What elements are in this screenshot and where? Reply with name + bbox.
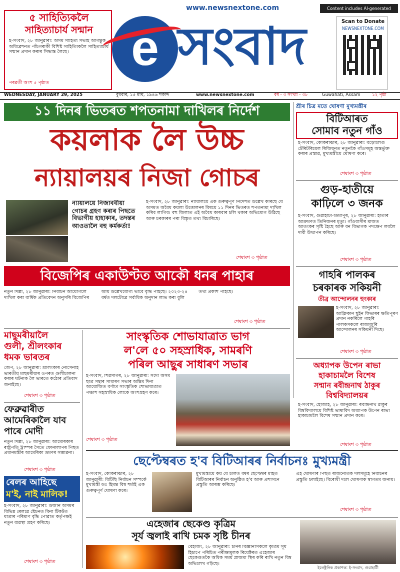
culture-more[interactable]: শেষাংশ ৩ পৃষ্ঠাত [86,438,118,443]
solar-title-1[interactable]: এহেজাৰ ছেকেণ্ড কৃত্ৰিম [146,519,236,530]
promo-box[interactable] [4,10,112,90]
right-col-divider [293,102,294,398]
lead-photo [6,200,68,235]
fisher-more[interactable]: শেষাংশ ৩ পৃষ্ঠাত [24,394,56,399]
divider [86,450,398,451]
university-body: ই-সংবাদ, হোজাই, ২৮ জানুৱাৰী: ৰবীন্দ্ৰনাথ ঠাকুৰ বিশ্ববিদ্যালয়ে বিশিষ্ট ভাষাবিদ অধ্যাপক উপেন ৰাভা হাকাচামলৈ বিশেষ সন্মান প্ৰদান কৰে। [298,403,390,420]
culture-title-1[interactable]: সাংস্কৃতিক শোভাযাত্ৰাত ভাগ [126,330,250,343]
lead-more[interactable]: শেষাংশ ৩ পৃষ্ঠাত [236,256,268,261]
solar-photo [86,545,184,569]
modi-title-1[interactable]: ফেব্ৰুৱাৰীত [4,405,44,415]
pig-farmer-body: ই-সংবাদ, ২৮ জানুৱাৰী: আফ্ৰিকান ছুইন ফিভাৰৰ ক্ষতিপূৰণ প্ৰদান নকৰিলে গাহৰি পালকসকলে ৰাজ্যজুৰি আন্দোলনৰ সকিয়নী দিছে। [336,306,398,334]
modi-more[interactable]: শেষাংশ ৩ পৃষ্ঠাত [24,468,56,473]
btr-election-headline[interactable]: ছেপ্টেম্বৰত হ'ব বিটিআৰৰ নিৰ্বাচনঃ মুখ্যমন্ত্ৰী [133,453,351,468]
lead-side-caption: ন্যায়ালয়ে নিজাববীয়া গোচৰ গ্ৰহণ কৰাৰ পিছতে বিভাগীয় হাহাকাৰ, তদন্তৰ আওতালৈ বহু কৰ্মকৰ্তা! [72,200,136,230]
donate-site: NEWSNEXTONE.COM [342,26,384,31]
dateline-english: WEDNESDAY, JANUARY 29, 2025 [4,93,83,98]
elephant-body: ই-সংবাদ, গুৱাহাটী-ডিমাপুৰ, ২৮ জানুৱাৰী: হাতীৰ আক্ৰমণত তিনিজনৰ মৃত্যু। গাঁওবাসীৰ মাজত আতংকৰ সৃষ্টি হৈছে আৰু বন বিভাগক পদক্ষেপ লবলৈ দাবী উত্থাপন কৰিছে। [298,214,396,236]
pig-farmer-title-2[interactable]: চৰকাৰক সকিয়নী [312,283,382,294]
university-title-4[interactable]: বিশ্ববিদ্যালয়ৰ [325,391,369,400]
solar-body: বেইজিং, ২৮ জানুৱাৰী: চীনৰ বিজ্ঞানীসকলে কৃত্ৰিম সূৰ্য হিচাপে পৰিচিত পৰীক্ষামূলক ৰিয়েক্টৰত এহেজাৰ ছেকেণ্ডতকৈ অধিক সময় প্লাজমা স্থিৰ কৰি ৰাখি নতুন বিশ্ব অভিলেখ গঢ়িছে। [188,545,292,567]
modi-body: নতুন দিল্লী, ২৮ জানুৱাৰী: আমেৰিকাৰ ৰাষ্ট্ৰপতি ট্ৰাম্পৰ সৈতে ফোনালাপৰ পিছত প্ৰধানমন্ত্ৰীৰ আমেৰিকা ভ্ৰমণৰ সম্ভাৱনা। [4,440,80,457]
dateline-pages: ১২ পৃষ্ঠা [372,93,387,98]
bjp-headline-bar [4,266,290,286]
divider [296,358,398,359]
btr-col-3: এই ঘোষণাৰ পিছত ৰাজনৈতিক দলসমূহে নিৰ্বাচনৰ প্ৰস্তুতি চলাইছে। বিৰোধী দলে ঘোষণাক স্বাগতম জনায়। [296,472,395,483]
logo-letter: e [131,20,159,76]
qr-code-icon [343,35,383,75]
culture-body: ই-সংবাদ, শিৱসাগৰ, ২৮ জানুৱাৰী: সদৌ অসম ছাত্ৰ সন্থাৰ সাধাৰণ সভাৰ অন্তিম দিনা আয়োজিত বৰ্ণাঢ্য সাংস্কৃতিক শোভাযাত্ৰাত পঞ্চাশ সহস্ৰাধিক লোকে অংশগ্ৰহণ কৰে। [86,374,171,396]
dateline-assamese: বুধবাৰ, ১৫ মাঘ, ১৯৪৬ শকাব্দ [116,93,170,98]
bottom-right-photo [300,520,396,564]
lead-body: ই-সংবাদ, ২৮ জানুৱাৰী: ন্যায়ালয়ে এক গুৰুত্বপূৰ্ণ নিৰ্দেশত উল্লেখ কৰিছে যে অসমত অবৈধ কয়লা উত্তোলনৰ বিষয়ে ১১ দিনৰ ভিতৰত শপতনামা দাখিল কৰিব লাগিব। বহু জিলাত এই অবৈধ কাৰবাৰ চলি থকাৰ অভিযোগ উঠিছে আৰু চৰকাৰৰ পৰা বিস্তৃত তথ্য বিচাৰিছে। [146,200,283,222]
btr-village-title-2[interactable]: সোমাব নতুন গাঁও [296,125,398,139]
btr-more[interactable]: শেষাংশ ৩ পৃষ্ঠাত [340,508,372,513]
modi-title-2[interactable]: আমেৰিকালৈ যাব [4,416,67,426]
modi-title-3[interactable]: পাৰে মোদী [4,427,44,437]
culture-title-3[interactable]: পৰিল আছুৰ সাধাৰণ সভাৰ [128,358,248,371]
site-url[interactable]: www.newsnextone.com [186,4,280,12]
solar-title-2[interactable]: সূৰ্য জ্বলাই ৰাখি চমক সৃষ্টি চীনৰ [131,531,251,542]
lead-photo-2 [6,236,68,262]
rail-title-box [4,476,80,502]
lead-headline-2[interactable]: ন্যায়ালয়ৰ নিজা গোচৰ [34,163,260,192]
btr-village-title-1[interactable]: বিটিআৰত [296,112,398,126]
ai-content-badge: Content includes AI-generated [320,4,398,13]
divider [296,266,398,267]
logo-e-mark [112,16,178,82]
btr-col-1: ই-সংবাদ, কোকৰাঝাৰ, ২৮ জানুৱাৰী: বিটিছি নিৰ্বাচন সম্পৰ্কে মুখ্যমন্ত্ৰী ডঃ হিমন্ত বিশ্ব শৰ্মাই এক গুৰুত্বপূৰ্ণ ঘোষণা কৰে। [86,472,147,494]
fisher-body: জেপ, ২৮ জানুৱাৰী: শ্ৰীলংকাৰ নৌসেনাই ভাৰতীয় মাছমৰীয়াৰ ওপৰত গুলীচালনা কৰাৰ ঘটনাক লৈ ভাৰতে কঠোৰ প্ৰতিবাদ জনাইছে। [4,366,79,388]
promo-title-1: ৫ সাহিত্যিকলৈ [29,13,89,24]
rail-title-2[interactable]: ম'ই, নাই মালিক! [6,490,69,500]
fisher-title-3[interactable]: ধমক ভাৰতৰ [4,353,50,363]
bjp-body: নতুন দিল্লী, ২৮ জানুৱাৰী: নিৰ্বাচন আয়োগলৈ দাখিল কৰা বাৰ্ষিক প্ৰতিবেদন অনুসৰি বিজেপিৰ আয় উল্লেখযোগ্য ভাবে বৃদ্ধি পাইছে। ২০২৩-২৪ বৰ্ষত দলটোৱে সৰ্বাধিক অনুদান লাভ কৰা বুলি তথ্য প্ৰকাশ পাইছে। [4,290,234,301]
elephant-more[interactable]: শেষাংশ ৩ পৃষ্ঠাত [340,258,372,263]
qr-donate-box[interactable] [336,16,388,90]
bottom-caption: ইলেক্ট্ৰনিক প্ৰকাশক: ই-সংবাদ, গুৱাহাটী [317,565,379,570]
btr-cm-photo [152,472,192,512]
left-col-divider [82,330,83,568]
dateline-city: Guwahati, Assam [322,93,361,98]
rail-more[interactable]: শেষাংশ ৩ পৃষ্ঠাত [24,560,56,565]
bjp-more[interactable]: শেষাংশ ৩ পৃষ্ঠাত [234,320,266,325]
pig-farmer-title-1[interactable]: গাহৰি পালকৰ [318,270,376,281]
university-title-3[interactable]: সন্মান ৰবীন্দ্ৰনাথ ঠাকুৰ [313,381,381,390]
rail-body: ই-সংবাদ, ২৮ জানুৱাৰী: উজনি অসমৰ বিভিন্ন ৰেলৱে ষ্টেচনত বিনা টিকটত যাত্ৰাৰ পৰিমাণ বৃদ্ধি পোৱাত কৰ্তৃপক্ষই নতুন ব্যৱস্থা গ্ৰহণ কৰিছে। [4,504,75,526]
dateline-site[interactable]: www.newsnextone.com [196,93,255,98]
divider [4,328,290,329]
pig-farmer-more[interactable]: শেষাংশ ৩ পৃষ্ঠাত [340,350,372,355]
divider [296,180,398,181]
elephant-title-2[interactable]: কাঢ়িলে ৩ জনক [311,197,383,210]
culture-title-2[interactable]: ল'লে ৫০ সহস্ৰাধিক, সামৰণি [123,344,253,357]
btr-village-body: ই-সংবাদ, কোকৰাঝাৰ, ২৮ জানুৱাৰী: বড়োলেণ্ড টেৰিটৰিয়েল ৰিজিয়নত নতুনকৈ গাঁওসমূহ অন্তৰ্ভুক্ত কৰাৰ প্ৰস্তাৱ, মুখ্যমন্ত্ৰীয়ে ঘোষণা কৰে। [298,141,390,158]
lead-kicker: ১১ দিনৰ ভিতৰত শপতনামা দাখিলৰ নিৰ্দেশ [34,104,260,119]
pig-farmer-photo [298,306,334,338]
btr-village-more[interactable]: শেষাংশ ৩ পৃষ্ঠাত [340,172,372,177]
divider [86,517,398,518]
elephant-title-1[interactable]: গুড়-হাতীয়ে [320,183,374,196]
fisher-title-1[interactable]: মাছুমৰীয়ালৈ [4,331,49,341]
lead-headline-1[interactable]: কয়লাক লৈ উচ্চ [50,123,244,158]
university-title-2[interactable]: হাকাচামলৈ বিশেষ [318,371,376,380]
right-kicker: শ্ৰীৰ চিত্ৰ মতে ঘোষণা মুখ্যমন্ত্ৰীৰ [296,104,367,110]
university-title-1[interactable]: অধ্যাপক উপেন ৰাভা [313,361,381,370]
btr-col-2: মুখ্যমন্ত্ৰীয়ে কয় যে চলিত বৰ্ষৰ ছেপ্টেম্বৰ মাহত বিটিআৰৰ নিৰ্বাচন অনুষ্ঠিত হ'ব আৰু প্ৰশাসনে প্ৰস্তুতি আৰম্ভ কৰিছে। [196,472,280,489]
bjp-headline[interactable]: বিজেপিৰ একাউণ্টত আকৌ ধনৰ পাহাৰ [40,268,254,284]
rail-title-1[interactable]: ৰেলৰ আহিছে [6,478,57,488]
university-more[interactable]: শেষাংশ ৩ পৃষ্ঠাত [340,443,372,448]
divider [4,402,80,403]
pig-farmer-sub: তীব্ৰ আন্দোলনৰ হুংকাৰ [318,296,376,303]
promo-more[interactable]: পৰৱৰ্তী অংশ ৫ পৃষ্ঠাত [9,81,50,86]
dateline-issue: বৰ্ষ - ৩ সংখ্যা - ৩৮ [274,93,308,98]
logo-wordmark: সংবাদ [178,17,307,77]
lead-kicker-banner [4,103,290,121]
fisher-title-2[interactable]: গুলী, শ্ৰীলংকাৰ [4,342,62,352]
culture-photo [176,374,290,446]
promo-title-2: সাহিত্যাচাৰ্য সন্মান [25,25,93,36]
donate-label: Scan to Donate [341,19,385,25]
masthead [0,0,400,92]
promo-body: ই-সংবাদ, ২৮ জানুৱাৰী: অসম সাহিত্য সভাই আগন্তুক অধিৱেশনত পাঁচগৰাকী বিশিষ্ট সাহিত্যিকলৈ সাহিত্যাচাৰ্য সন্মান প্ৰদান কৰাৰ সিদ্ধান্ত লৈছে। [9,39,109,56]
dateline-bar [0,92,400,100]
